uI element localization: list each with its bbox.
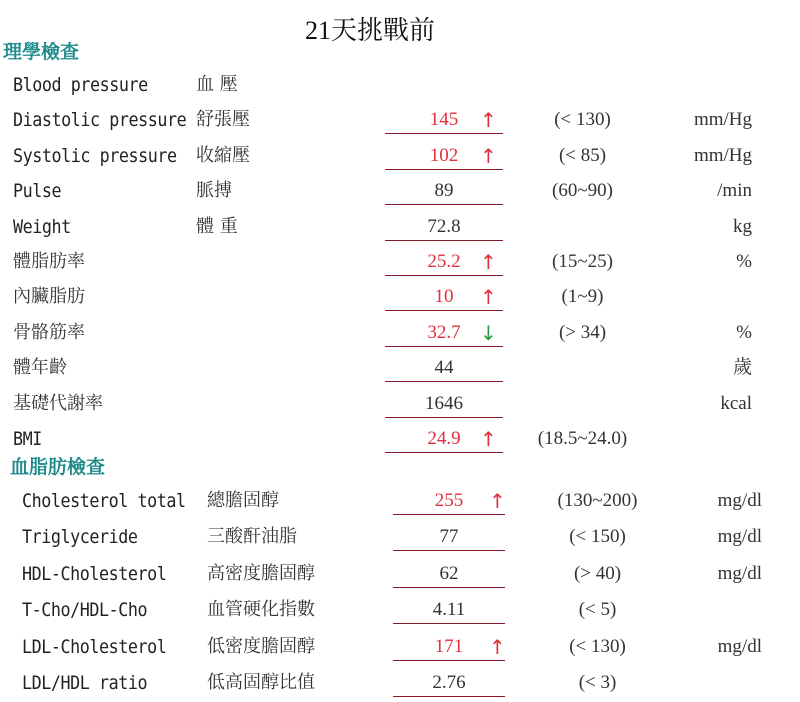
arrow-up-icon: ↑: [480, 143, 497, 168]
table-row: [0, 522, 800, 552]
row-label: Weight: [13, 215, 71, 238]
arrow-up-icon: ↑: [489, 634, 506, 659]
table-row: [0, 176, 800, 206]
row-label-zh: 低高固醇比值: [207, 672, 315, 693]
result-value: 77: [393, 522, 505, 551]
result-value: 1646: [385, 389, 503, 418]
table-row: [0, 70, 800, 100]
result-value: 102: [385, 141, 503, 170]
row-label: 骨骼筋率: [13, 321, 85, 343]
arrow-up-icon: ↑: [480, 250, 497, 274]
row-label-zh: 低密度膽固醇: [207, 635, 315, 657]
row-label: 體年齡: [13, 357, 67, 379]
row-label-zh: 脈搏: [196, 180, 232, 202]
reference-range: (1~9): [561, 286, 604, 308]
table-row: [0, 486, 800, 516]
table-row: [0, 212, 800, 242]
table-row: [0, 668, 800, 698]
section-heading-physical: 理學檢查: [3, 41, 80, 63]
row-label: BMI: [13, 428, 42, 450]
result-value: 24.9: [385, 424, 503, 453]
result-value: 2.76: [393, 668, 505, 697]
result-value: 72.8: [385, 212, 503, 241]
reference-range: (> 34): [558, 321, 607, 343]
arrow-up-icon: ↑: [480, 285, 497, 310]
unit-label: %: [736, 321, 752, 343]
table-row: [0, 595, 800, 625]
row-label: Cholesterol total: [22, 490, 186, 512]
unit-label: mg/dl: [717, 562, 762, 584]
row-label-zh: 收縮壓: [196, 144, 250, 166]
result-value: 89: [385, 176, 503, 205]
result-value: 145: [385, 105, 503, 134]
result-value: 4.11: [393, 595, 505, 624]
row-label: LDL/HDL ratio: [22, 672, 148, 694]
result-value: 25.2: [385, 247, 503, 276]
unit-label: kg: [733, 215, 752, 237]
unit-label: mm/Hg: [693, 109, 752, 131]
row-label-zh: 三酸酐油脂: [207, 526, 297, 548]
result-value: 255: [393, 486, 505, 515]
arrow-up-icon: ↑: [480, 427, 497, 451]
unit-label: /min: [717, 180, 752, 202]
row-label: T-Cho/HDL-Cho: [22, 599, 148, 622]
result-value: 10: [385, 282, 503, 311]
table-row: [0, 559, 800, 589]
reference-range: (< 5): [578, 599, 617, 621]
reference-range: (15~25): [552, 251, 613, 272]
table-row: [0, 632, 800, 662]
table-row: [0, 424, 800, 454]
row-label-zh: 總膽固醇: [207, 490, 279, 511]
row-label: Systolic pressure: [13, 144, 177, 167]
table-row: [0, 105, 800, 135]
row-label-zh: 體 重: [196, 215, 238, 237]
row-label: Pulse: [13, 180, 62, 203]
section-heading-lipid: 血脂肪檢查: [10, 456, 106, 478]
table-row: [0, 389, 800, 419]
result-value: 44: [385, 353, 503, 382]
unit-label: mg/dl: [717, 490, 762, 511]
unit-label: mg/dl: [717, 526, 762, 548]
table-row: [0, 282, 800, 312]
unit-label: kcal: [720, 392, 752, 414]
arrow-up-icon: ↑: [489, 489, 506, 513]
reference-range: (60~90): [552, 180, 613, 202]
unit-label: mm/Hg: [693, 144, 752, 166]
reference-range: (< 3): [578, 672, 617, 693]
row-label-zh: 血管硬化指數: [207, 599, 315, 621]
unit-label: %: [736, 251, 752, 272]
reference-range: (< 130): [554, 109, 611, 131]
table-row: [0, 318, 800, 348]
reference-range: (< 130): [569, 635, 626, 657]
reference-range: (18.5~24.0): [537, 428, 628, 449]
unit-label: mg/dl: [717, 635, 762, 657]
unit-label: 歲: [732, 357, 752, 379]
row-label: Triglyceride: [22, 526, 138, 549]
row-label: HDL-Cholesterol: [22, 562, 167, 585]
table-row: [0, 247, 800, 277]
table-row: [0, 353, 800, 383]
reference-range: (< 150): [569, 526, 626, 548]
result-value: 62: [393, 559, 505, 588]
row-label: LDL-Cholesterol: [22, 635, 167, 658]
row-label: 內臟脂肪: [13, 286, 85, 308]
row-label-zh: 血 壓: [196, 74, 238, 95]
arrow-up-icon: ↑: [480, 108, 497, 133]
row-label: Blood pressure: [13, 74, 148, 96]
row-label: 基礎代謝率: [13, 392, 103, 414]
reference-range: (130~200): [557, 490, 638, 511]
row-label: 體脂肪率: [13, 251, 85, 272]
page-title: 21天挑戰前: [304, 16, 435, 45]
arrow-down-icon: ↓: [480, 320, 497, 345]
table-row: [0, 141, 800, 171]
reference-range: (< 85): [558, 144, 607, 166]
row-label: Diastolic pressure: [13, 109, 187, 132]
row-label-zh: 高密度膽固醇: [207, 562, 315, 584]
result-value: 32.7: [385, 318, 503, 347]
reference-range: (> 40): [573, 562, 622, 584]
row-label-zh: 舒張壓: [196, 109, 250, 131]
result-value: 171: [393, 632, 505, 661]
